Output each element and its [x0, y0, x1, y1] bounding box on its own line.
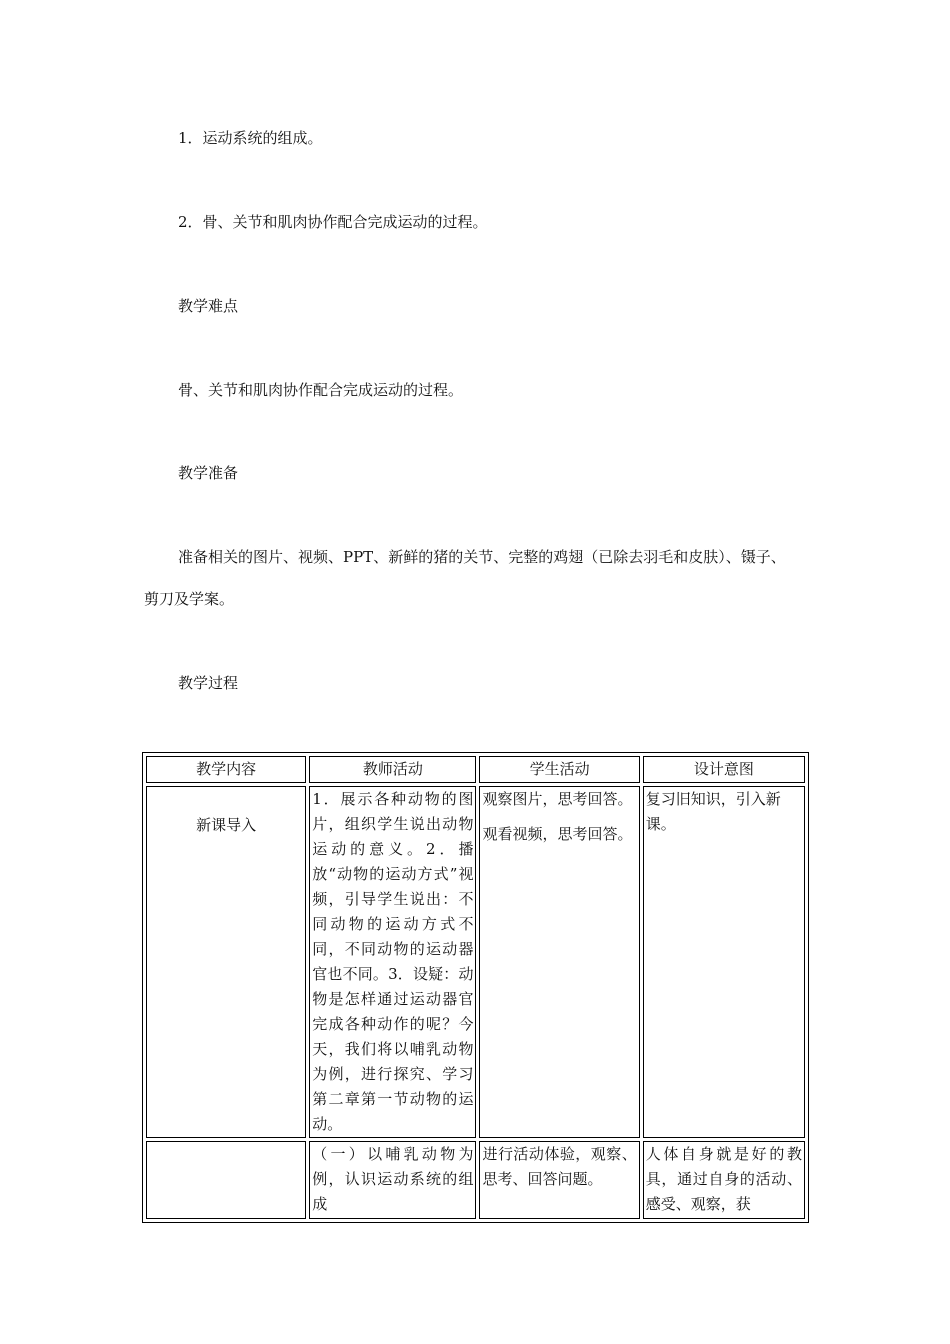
table-header-row — [146, 756, 805, 783]
content-point-2: 2．骨、关节和肌肉协作配合完成运动的过程。 — [178, 213, 488, 231]
header-teacher-activity: 教师活动 — [309, 756, 476, 783]
teaching-process-table — [142, 752, 809, 1223]
table-row — [146, 1141, 805, 1219]
heading-teaching-process: 教学过程 — [178, 674, 239, 692]
table-row — [146, 786, 805, 1138]
header-content: 教学内容 — [146, 756, 306, 783]
row1-teacher: 1．展示各种动物的图片，组织学生说出动物运动的意义。2．播放“动物的运动方式”视频，引导学生说出：不同动物的运动方式不同，不同动物的运动器官也不同。3．设疑：动物是怎样通过运动器官完成各种动作的呢？今天，我们将以哺乳动物为例，进行探究、学习第二章第一节动物的运动。 — [309, 786, 476, 1138]
row2-content — [146, 1141, 306, 1219]
header-student-activity: 学生活动 — [479, 756, 639, 783]
row1-student-2: 观看视频，思考回答。 — [482, 825, 633, 843]
row1-content: 新课导入 — [146, 786, 306, 1138]
header-design-intent: 设计意图 — [643, 756, 805, 783]
row2-teacher: （一）以哺乳动物为例，认识运动系统的组成 — [309, 1141, 476, 1219]
difficulty-text: 骨、关节和肌肉协作配合完成运动的过程。 — [178, 381, 464, 399]
row2-student: 进行活动体验，观察、思考、回答问题。 — [479, 1141, 639, 1219]
row2-intent: 人体自身就是好的教具，通过自身的活动、感受、观察，获 — [643, 1141, 805, 1219]
preparation-text: 准备相关的图片、视频、PPT、新鲜的猪的关节、完整的鸡翅（已除去羽毛和皮肤）、镊子、剪刀及学案。 — [144, 548, 786, 608]
row1-student-1: 观察图片，思考回答。 — [482, 790, 633, 808]
heading-teaching-difficulty: 教学难点 — [178, 297, 239, 315]
content-point-1: 1．运动系统的组成。 — [178, 129, 323, 147]
heading-teaching-preparation: 教学准备 — [178, 464, 239, 482]
row1-student — [479, 786, 639, 1138]
row1-intent: 复习旧知识，引入新课。 — [643, 786, 805, 1138]
